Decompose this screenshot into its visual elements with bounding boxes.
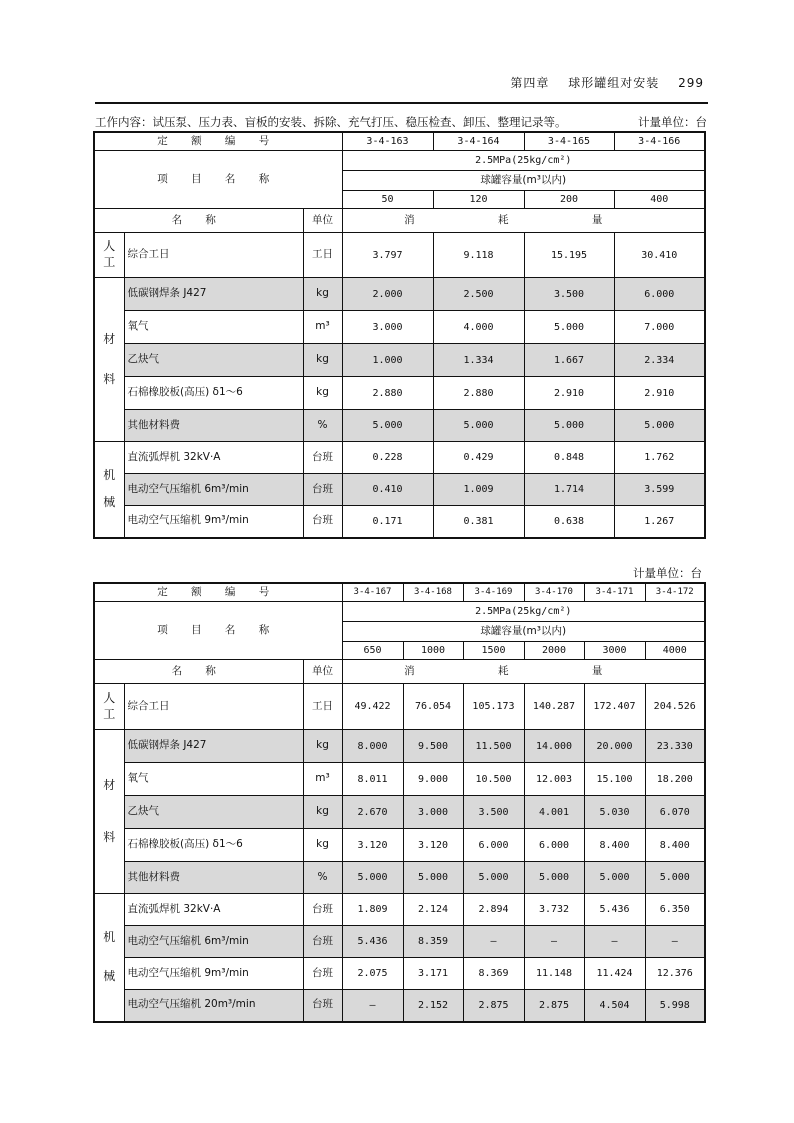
value-cell: 1.334 (433, 344, 524, 377)
value-cell: 5.000 (403, 862, 463, 894)
value-cell: 2.334 (614, 344, 705, 377)
row-unit: 台班 (303, 474, 342, 506)
table-row (94, 506, 705, 538)
unit-header: 单位 (303, 660, 342, 684)
pressure-label: 2.5MPa(25kg/cm²) (342, 602, 705, 622)
quota-table-2 (93, 582, 706, 1023)
value-cell: 6.070 (645, 796, 705, 829)
row-name: 电动空气压缩机 6m³/min (124, 926, 303, 958)
value-cell: 105.173 (463, 684, 524, 730)
consumption-header: 消 耗 量 (342, 209, 705, 233)
value-cell: 1.667 (524, 344, 614, 377)
table-row (94, 233, 705, 278)
code-cell: 3-4-168 (403, 583, 463, 602)
chapter-title: 球形罐组对安装 (568, 76, 660, 90)
row-name: 石棉橡胶板(高压) δ1～6 (124, 829, 303, 862)
group-machine: 机 械 (94, 894, 124, 1022)
value-cell: 140.287 (524, 684, 584, 730)
row-unit: m³ (303, 763, 342, 796)
capacity-label: 球罐容量(m³以内) (342, 171, 705, 191)
capacity-cell: 4000 (645, 642, 705, 660)
table-row (94, 730, 705, 763)
row-unit: % (303, 862, 342, 894)
row-name: 直流弧焊机 32kV·A (124, 442, 303, 474)
running-header (496, 74, 704, 91)
value-cell: 5.000 (645, 862, 705, 894)
row-unit: kg (303, 730, 342, 763)
value-cell: 5.000 (584, 862, 645, 894)
row-unit: kg (303, 829, 342, 862)
group-material: 材 料 (94, 730, 124, 894)
value-cell: 30.410 (614, 233, 705, 278)
value-cell: 5.000 (342, 410, 433, 442)
value-cell: 5.436 (584, 894, 645, 926)
capacity-cell: 200 (524, 191, 614, 209)
code-row (94, 132, 705, 151)
value-cell: 2.152 (403, 990, 463, 1022)
page-number: 299 (678, 76, 704, 90)
value-cell: 172.407 (584, 684, 645, 730)
value-cell: 11.500 (463, 730, 524, 763)
unit-note-1: 计量单位：台 (638, 115, 707, 129)
value-cell: 9.000 (403, 763, 463, 796)
table-row (94, 894, 705, 926)
value-cell: 5.000 (524, 410, 614, 442)
header-row (94, 660, 705, 684)
row-unit: kg (303, 796, 342, 829)
row-unit: 台班 (303, 958, 342, 990)
page-header (95, 72, 708, 104)
value-cell: 2.124 (403, 894, 463, 926)
value-cell: 1.809 (342, 894, 403, 926)
value-cell: 2.875 (524, 990, 584, 1022)
row-name: 乙炔气 (124, 344, 303, 377)
value-cell: 2.670 (342, 796, 403, 829)
table-row (94, 862, 705, 894)
value-cell: 15.100 (584, 763, 645, 796)
value-cell: 2.880 (433, 377, 524, 410)
name-header: 名 称 (94, 660, 303, 684)
value-cell: 5.030 (584, 796, 645, 829)
value-cell: 0.429 (433, 442, 524, 474)
item-name-label: 项 目 名 称 (94, 602, 342, 660)
value-cell: 2.875 (463, 990, 524, 1022)
value-cell: 0.381 (433, 506, 524, 538)
value-cell: 3.732 (524, 894, 584, 926)
value-cell: 12.376 (645, 958, 705, 990)
value-cell: 6.000 (614, 278, 705, 311)
value-cell: — (463, 926, 524, 958)
item-name-label: 项 目 名 称 (94, 151, 342, 209)
value-cell: 5.000 (614, 410, 705, 442)
row-name: 电动空气压缩机 6m³/min (124, 474, 303, 506)
group-labor: 人工 (94, 233, 124, 278)
value-cell: 3.599 (614, 474, 705, 506)
value-cell: 3.500 (463, 796, 524, 829)
value-cell: 3.120 (342, 829, 403, 862)
value-cell: 9.500 (403, 730, 463, 763)
value-cell: 20.000 (584, 730, 645, 763)
table-row (94, 829, 705, 862)
row-unit: 台班 (303, 894, 342, 926)
value-cell: 2.000 (342, 278, 433, 311)
row-name: 低碳钢焊条 J427 (124, 730, 303, 763)
value-cell: 8.369 (463, 958, 524, 990)
table-row (94, 958, 705, 990)
row-name: 电动空气压缩机 9m³/min (124, 506, 303, 538)
table-row (94, 763, 705, 796)
value-cell: 3.171 (403, 958, 463, 990)
table-row (94, 684, 705, 730)
value-cell: 10.500 (463, 763, 524, 796)
row-unit: % (303, 410, 342, 442)
table-row (94, 278, 705, 311)
value-cell: 2.880 (342, 377, 433, 410)
value-cell: 5.998 (645, 990, 705, 1022)
work-content-line (95, 114, 707, 130)
value-cell: 5.000 (463, 862, 524, 894)
value-cell: 3.120 (403, 829, 463, 862)
value-cell: 6.000 (524, 829, 584, 862)
code-cell: 3-4-169 (463, 583, 524, 602)
code-cell: 3-4-171 (584, 583, 645, 602)
row-name: 电动空气压缩机 20m³/min (124, 990, 303, 1022)
value-cell: 5.000 (342, 862, 403, 894)
unit-header: 单位 (303, 209, 342, 233)
value-cell: 8.400 (584, 829, 645, 862)
value-cell: 18.200 (645, 763, 705, 796)
consumption-header: 消 耗 量 (342, 660, 705, 684)
capacity-cell: 1500 (463, 642, 524, 660)
value-cell: — (584, 926, 645, 958)
value-cell: 3.000 (342, 311, 433, 344)
chapter-label: 第四章 (510, 76, 550, 90)
table-row (94, 410, 705, 442)
header-row (94, 209, 705, 233)
value-cell: 2.894 (463, 894, 524, 926)
value-cell: 0.410 (342, 474, 433, 506)
unit-note-2: 计量单位：台 (633, 566, 702, 580)
row-unit: 台班 (303, 506, 342, 538)
row-unit: kg (303, 278, 342, 311)
value-cell: 15.195 (524, 233, 614, 278)
value-cell: 5.436 (342, 926, 403, 958)
code-cell: 3-4-167 (342, 583, 403, 602)
table-row (94, 311, 705, 344)
value-cell: 8.011 (342, 763, 403, 796)
value-cell: 1.009 (433, 474, 524, 506)
value-cell: 0.848 (524, 442, 614, 474)
code-cell: 3-4-163 (342, 132, 433, 151)
row-unit: 工日 (303, 684, 342, 730)
row-name: 其他材料费 (124, 862, 303, 894)
row-name: 石棉橡胶板(高压) δ1～6 (124, 377, 303, 410)
table-row (94, 442, 705, 474)
value-cell: 1.762 (614, 442, 705, 474)
code-cell: 3-4-164 (433, 132, 524, 151)
value-cell: 8.400 (645, 829, 705, 862)
capacity-label: 球罐容量(m³以内) (342, 622, 705, 642)
row-name: 直流弧焊机 32kV·A (124, 894, 303, 926)
value-cell: 2.500 (433, 278, 524, 311)
value-cell: 4.000 (433, 311, 524, 344)
capacity-cell: 1000 (403, 642, 463, 660)
row-unit: 工日 (303, 233, 342, 278)
row-unit: kg (303, 344, 342, 377)
group-machine: 机 械 (94, 442, 124, 538)
code-cell: 3-4-165 (524, 132, 614, 151)
value-cell: 14.000 (524, 730, 584, 763)
capacity-cell: 650 (342, 642, 403, 660)
row-name: 其他材料费 (124, 410, 303, 442)
row-unit: 台班 (303, 926, 342, 958)
value-cell: 6.350 (645, 894, 705, 926)
value-cell: — (645, 926, 705, 958)
value-cell: 0.638 (524, 506, 614, 538)
value-cell: 3.500 (524, 278, 614, 311)
value-cell: 2.910 (524, 377, 614, 410)
code-row (94, 583, 705, 602)
value-cell: 6.000 (463, 829, 524, 862)
value-cell: 3.000 (403, 796, 463, 829)
capacity-cell: 2000 (524, 642, 584, 660)
row-name: 低碳钢焊条 J427 (124, 278, 303, 311)
value-cell: 0.171 (342, 506, 433, 538)
quota-table-1 (93, 131, 706, 539)
row-name: 氧气 (124, 763, 303, 796)
row-unit: 台班 (303, 442, 342, 474)
pressure-label: 2.5MPa(25kg/cm²) (342, 151, 705, 171)
capacity-cell: 3000 (584, 642, 645, 660)
value-cell: 11.424 (584, 958, 645, 990)
value-cell: 1.000 (342, 344, 433, 377)
quota-no-label: 定 额 编 号 (94, 583, 342, 602)
value-cell: 5.000 (524, 862, 584, 894)
value-cell: 8.000 (342, 730, 403, 763)
code-cell: 3-4-172 (645, 583, 705, 602)
row-name: 氧气 (124, 311, 303, 344)
value-cell: 11.148 (524, 958, 584, 990)
code-cell: 3-4-170 (524, 583, 584, 602)
capacity-cell: 120 (433, 191, 524, 209)
table-row (94, 990, 705, 1022)
value-cell: 8.359 (403, 926, 463, 958)
row-name: 电动空气压缩机 9m³/min (124, 958, 303, 990)
value-cell: 76.054 (403, 684, 463, 730)
value-cell: 204.526 (645, 684, 705, 730)
value-cell: 1.714 (524, 474, 614, 506)
value-cell: 4.001 (524, 796, 584, 829)
row-unit: 台班 (303, 990, 342, 1022)
value-cell: — (524, 926, 584, 958)
value-cell: 5.000 (433, 410, 524, 442)
value-cell: 23.330 (645, 730, 705, 763)
row-name: 综合工日 (124, 684, 303, 730)
value-cell: 7.000 (614, 311, 705, 344)
capacity-cell: 50 (342, 191, 433, 209)
value-cell: — (342, 990, 403, 1022)
value-cell: 49.422 (342, 684, 403, 730)
table-row (94, 377, 705, 410)
work-content: 工作内容：试压泵、压力表、盲板的安装、拆除、充气打压、稳压检查、卸压、整理记录等。 (95, 115, 567, 129)
capacity-cell: 400 (614, 191, 705, 209)
value-cell: 12.003 (524, 763, 584, 796)
value-cell: 4.504 (584, 990, 645, 1022)
group-labor: 人工 (94, 684, 124, 730)
value-cell: 1.267 (614, 506, 705, 538)
table-row (94, 344, 705, 377)
table-row (94, 796, 705, 829)
row-unit: kg (303, 377, 342, 410)
value-cell: 3.797 (342, 233, 433, 278)
value-cell: 9.118 (433, 233, 524, 278)
value-cell: 0.228 (342, 442, 433, 474)
row-name: 综合工日 (124, 233, 303, 278)
name-header: 名 称 (94, 209, 303, 233)
value-cell: 2.910 (614, 377, 705, 410)
table-row (94, 926, 705, 958)
value-cell: 2.075 (342, 958, 403, 990)
row-name: 乙炔气 (124, 796, 303, 829)
group-material: 材 料 (94, 278, 124, 442)
table-row (94, 474, 705, 506)
row-unit: m³ (303, 311, 342, 344)
value-cell: 5.000 (524, 311, 614, 344)
quota-no-label: 定 额 编 号 (94, 132, 342, 151)
code-cell: 3-4-166 (614, 132, 705, 151)
